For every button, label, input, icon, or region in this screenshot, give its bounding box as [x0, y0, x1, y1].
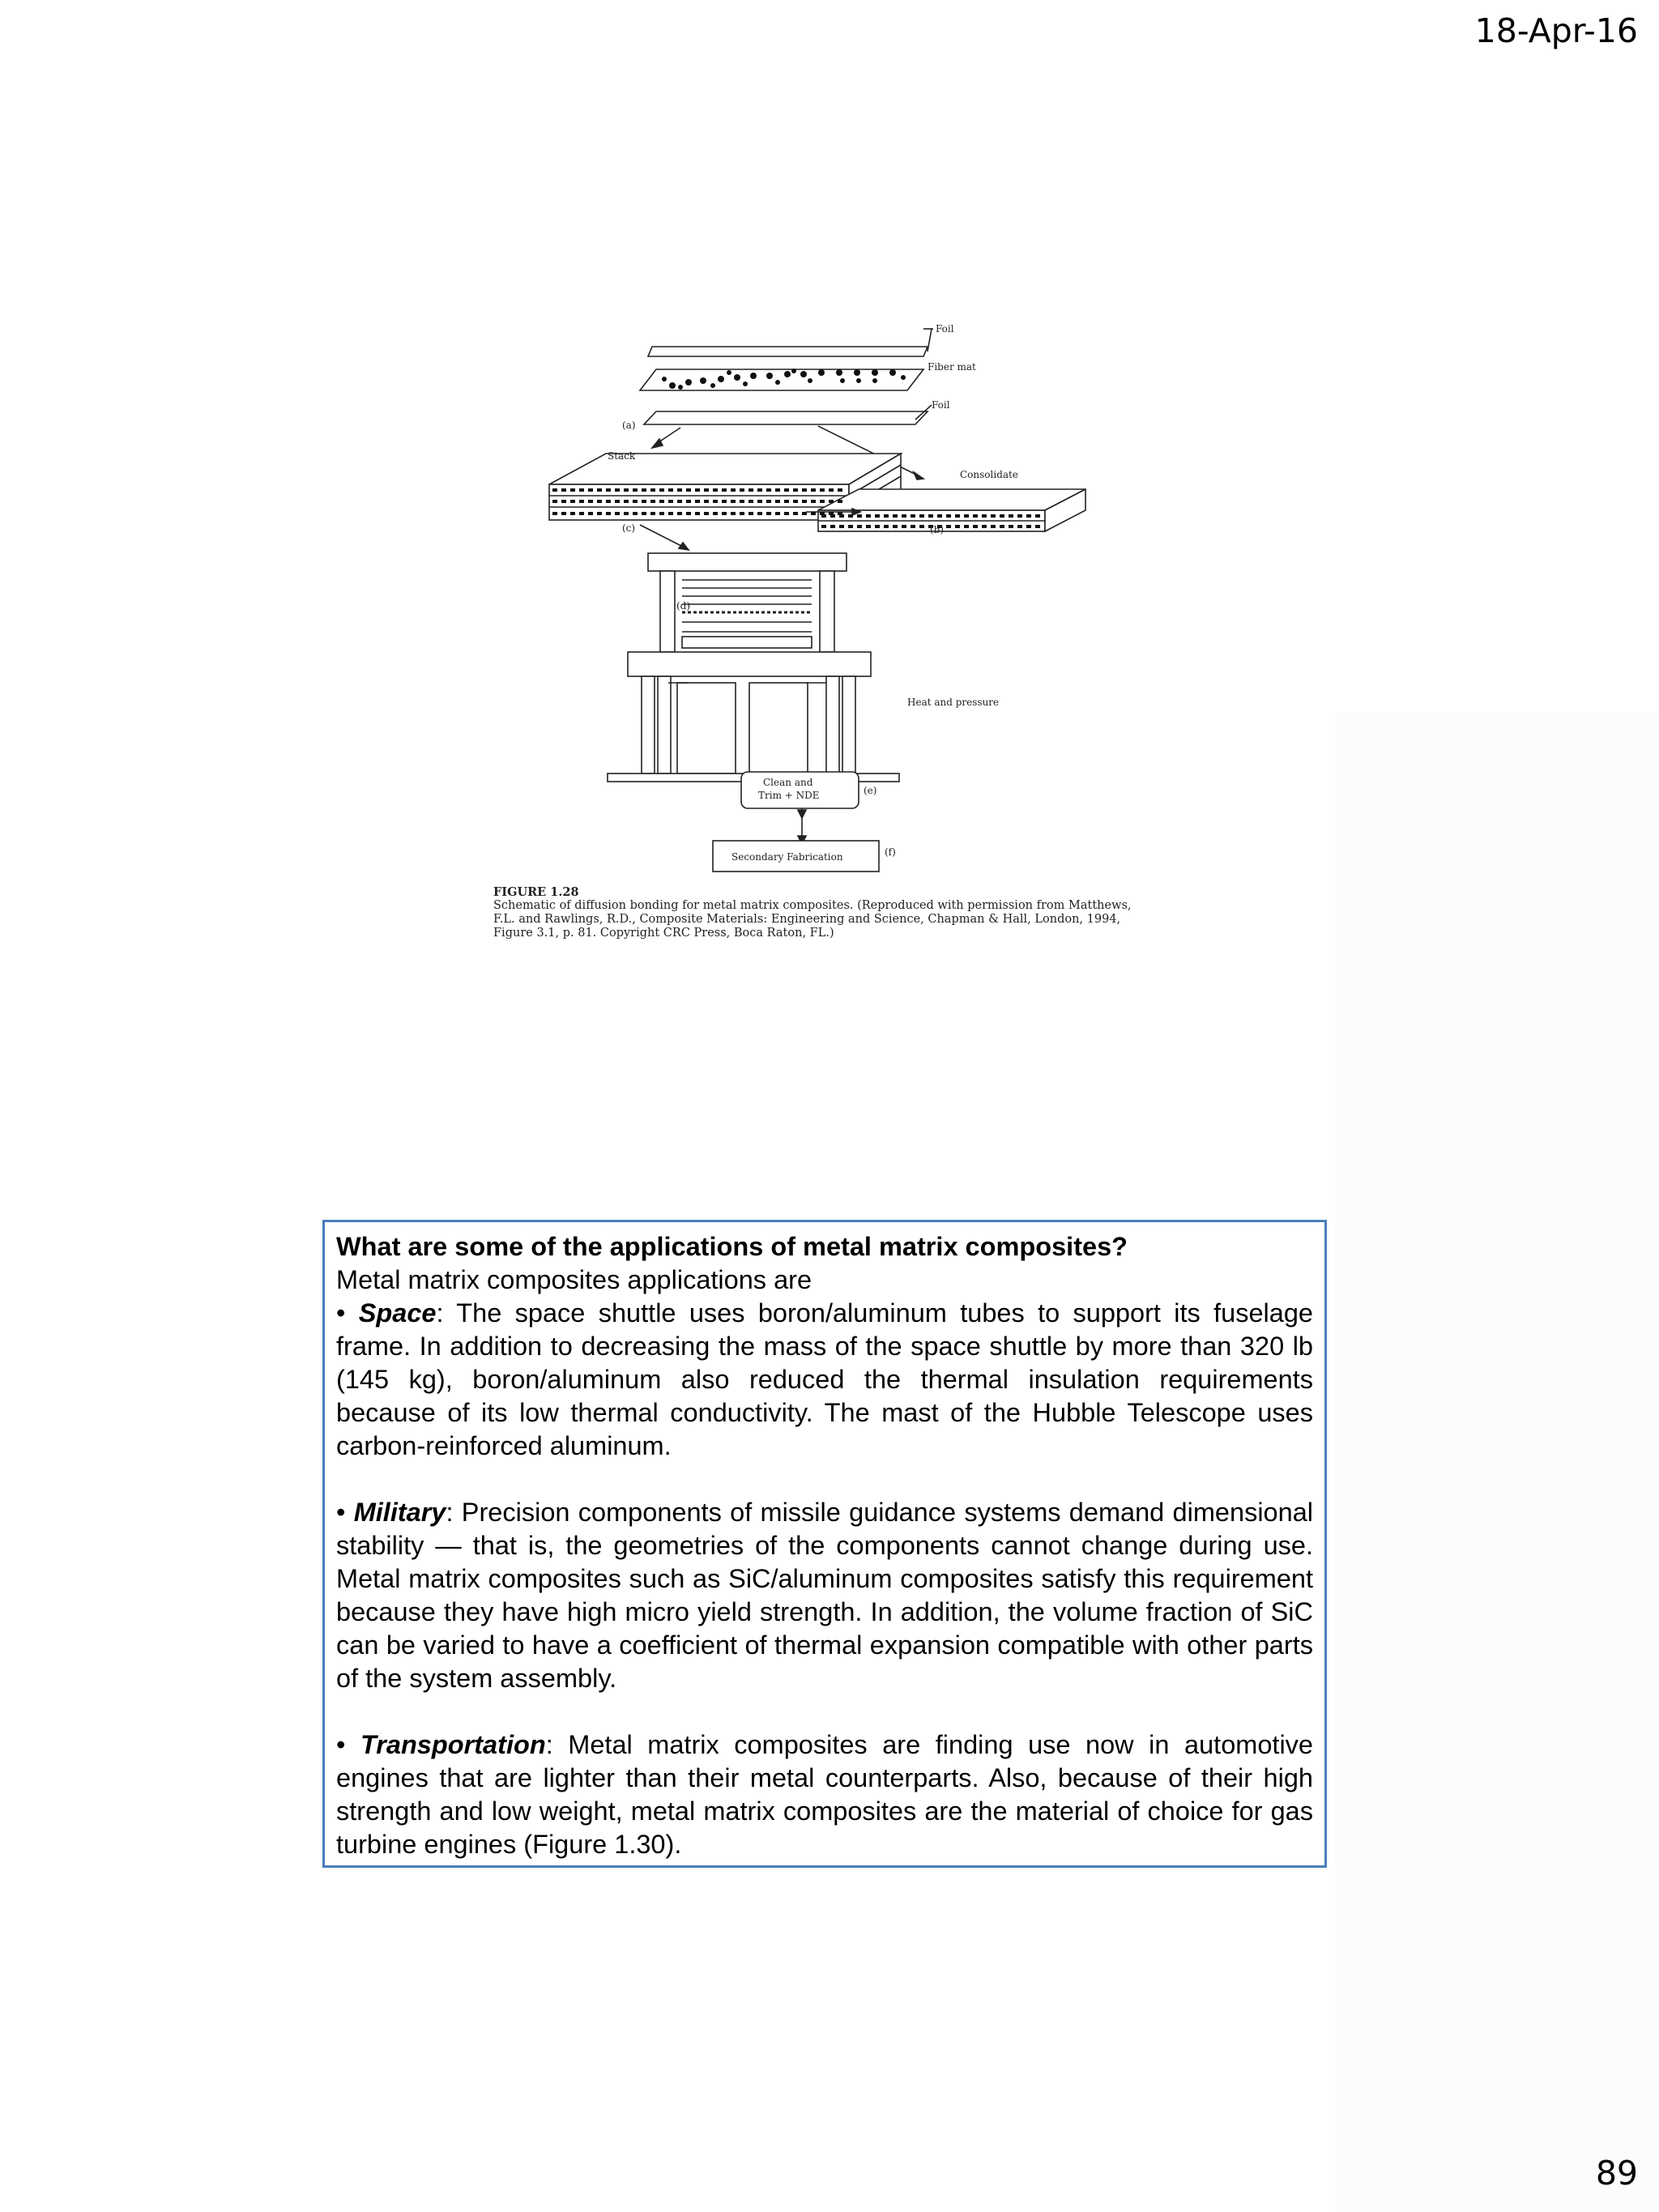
hot-press: [608, 553, 899, 782]
label-b: (b): [930, 524, 945, 535]
label-d: (d): [676, 600, 691, 612]
label-stack: Stack: [608, 450, 636, 462]
term-transportation: Transportation: [360, 1730, 546, 1759]
bullet: •: [336, 1730, 346, 1759]
diffusion-bonding-diagram: [486, 322, 1150, 881]
label-clean-line2: Trim + NDE: [758, 790, 820, 801]
space-paragraph: [336, 1297, 1313, 1463]
label-secondary-fabrication: Secondary Fabrication: [731, 851, 843, 863]
military-text: : Precision components of missile guidance systems demand dimensional stability — that is, the geometries of the components cannot change during use. Metal matrix composites such as SiC/aluminum composites satisfy this requirement because they have high micro yield strength. In addition, the volume fraction of SiC can be varied to have a coefficient of thermal expansion compatible with other parts of the system assembly.: [336, 1498, 1313, 1693]
label-clean-line1: Clean and: [763, 777, 813, 788]
intro-line: Metal matrix composites applications are: [336, 1265, 812, 1294]
figure-caption-title: FIGURE 1.28: [493, 885, 579, 899]
foil-sheet-top: [648, 347, 928, 356]
bullet: •: [336, 1498, 346, 1527]
applications-text-box: [322, 1220, 1327, 1868]
figure-caption: [493, 885, 1141, 940]
label-foil-bottom: Foil: [932, 399, 950, 411]
bullet: •: [336, 1298, 346, 1328]
label-f: (f): [885, 846, 896, 858]
term-military: Military: [353, 1498, 446, 1527]
label-heat-pressure: Heat and pressure: [907, 697, 1000, 708]
transportation-text: : Metal matrix composites are finding use now in automotive engines that are lighter than their metal counterparts. Also, because of their high strength and low weight, metal matrix composites are the material of choice for gas turbine engines (Figure 1.30).: [336, 1730, 1314, 1859]
page-number: 89: [1595, 2154, 1638, 2193]
diffusion-bonding-figure: [486, 322, 1150, 962]
foil-sheet-bottom: [644, 411, 928, 424]
slide-date: 18-Apr-16: [1474, 11, 1638, 50]
transportation-paragraph: [336, 1728, 1313, 1861]
space-text: : The space shuttle uses boron/aluminum tubes to support its fuselage frame. In addition to decreasing the mass of the space shuttle by more than 320 lb (145 kg), boron/aluminum also reduced the thermal insulation requirements because of its low thermal conductivity. The mast of the Hubble Telescope uses carbon-reinforced aluminum.: [336, 1298, 1314, 1460]
label-consolidate: Consolidate: [960, 469, 1018, 480]
label-c: (c): [622, 522, 636, 534]
label-e: (e): [864, 785, 877, 796]
page-background-strip: [1335, 713, 1659, 2212]
term-space: Space: [358, 1298, 437, 1328]
label-a: (a): [622, 420, 636, 431]
label-fiber-mat: Fiber mat: [928, 361, 976, 373]
military-paragraph: [336, 1496, 1313, 1695]
label-foil-top: Foil: [936, 323, 954, 335]
figure-caption-text: Schematic of diffusion bonding for metal matrix composites. (Reproduced with permission from Matthews, F.L. and Rawlings, R.D., Composite Materials: Engineering and Science, Chapman & Hall, London, 1994, Figure 3.1, p. 81. Copyright CRC Press, Boca Raton, FL.): [493, 899, 1132, 940]
question-heading: What are some of the applications of metal matrix composites?: [336, 1232, 1128, 1261]
